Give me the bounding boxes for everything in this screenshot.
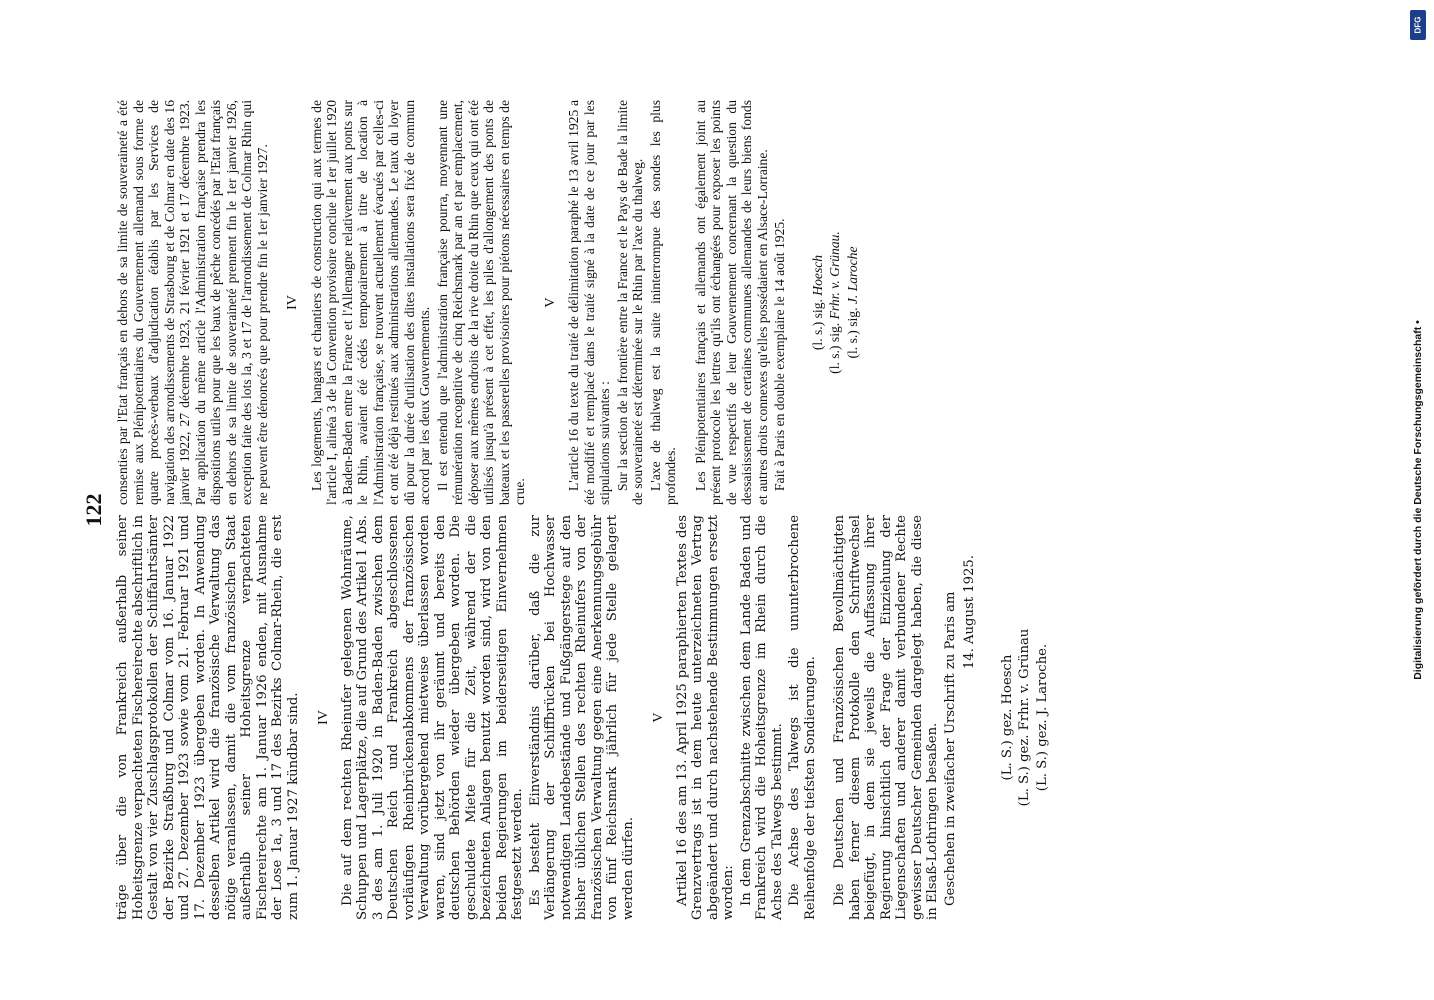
page-number: 122 <box>81 493 106 527</box>
french-section-iv-heading: IV <box>285 295 300 310</box>
german-section-v-paragraph-1: Artikel 16 des am 13. April 1925 paraphierten Textes des Grenzvertrags ist in dem heute unterzeichneten Vertrag abgeändert und durch nachstehende Bestimmungen ersetzt worden: <box>674 515 736 920</box>
french-signature: (l. s.) sig. Frhr. v. Grünau. <box>827 231 842 374</box>
german-place-of-signing: Geschehen in zweifacher Urschrift zu Paris am <box>942 591 958 906</box>
french-place-and-date: Fait à Paris en double exemplaire le 14 août 1925. <box>772 218 787 491</box>
rotated-page <box>75 75 1225 945</box>
german-section-iv-paragraph-2: Es besteht Einverständnis darüber, daß die zur Verlängerung der Schiffbrücken bei Hochwasser notwendigen Landebestände und Fußgängerstege auf den bisher üblichen Stellen des rechten Rheinufers von der französischen Verwaltung gegen eine Anerkennungsgebühr von fünf Reichsmark jährlich für jede Stelle gelagert werden dürfen. <box>527 515 636 920</box>
french-intro: consenties par l'Etat français en dehors de sa limite de souveraineté a été remise aux Plénipotentiaires du Gouvernement allemand sous forme de quatre procès-verbaux d'adjudication établis par les Services de navigation des arrondissements de Strasbourg et de Colmar en date des 16 janvier 1922, 27 décembre 1923, 21 février 1921 et 17 décembre 1923. Par application du même article l'Administration française prendra les dispositions utiles pour que les baux de pêche concédés par l'Etat français en dehors de sa limite de souveraineté prennent fin le 1er janvier 1926, exception faite des lots la, 3 et 17 de l'arrondissement de Colmar Rhin qui ne peuvent être dénoncés que pour prendre fin le 1er janvier 1927. <box>115 100 270 505</box>
german-section-v-heading: V <box>651 712 666 723</box>
french-signatures <box>810 100 861 505</box>
german-signature: (L. S.) gez. Frhr. v. Grünau <box>1017 628 1032 807</box>
german-section-v-paragraph-3: Die Achse des Talwegs ist die ununterbrochene Reihenfolge der tiefsten Sondierungen. <box>787 515 818 920</box>
german-section-v-paragraph-2: In dem Grenzabschnitte zwischen dem Lande Baden und Frankreich wird die Hoheitsgrenze im Rhein durch die Achse des Talwegs bestimmt. <box>738 515 785 920</box>
french-signature: (l. s.) sig. J. Laroche <box>844 246 860 359</box>
french-section-iv-paragraph-2: Il est entendu que l'administration française pourra, moyennant une rémunération recognitive de cinq Reichsmark par an et par emplacement, déposer aux mêmes endroits de la rive droite du Rhin que ceux qui ont été utilisés jusqu'à présent à cet effet, les piles d'allongement des ponts de bateaux et les passerelles provisoires pour piétons nécessaires en temps de crue. <box>434 100 527 505</box>
french-signature: (l. s.) sig. Hoesch <box>809 254 825 351</box>
german-closing-paragraph: Die Deutschen und Französischen Bevollmächtigten haben ferner diesem Protokolle den Schriftwechsel beigefügt, in dem sie jeweils die Auffassung ihrer Regierung hinsichtlich der Frage der Einziehung der Liegenschaften und anderer damit verbundener Rechte gewisser Deutscher Gemeinden dargelegt haben, die diese in Elsaß-Lothringen besaßen. <box>832 515 940 920</box>
french-section-v-paragraph-1: L'article 16 du texte du traité de délimitation paraphé le 13 avril 1925 a été modifié et remplacé dans le traité signé à la date de ce jour par les stipulations suivantes : <box>566 100 612 505</box>
french-section-iv-paragraph-1: Les logements, hangars et chantiers de construction qui aux termes de l'article I, alinéa 3 de la Convention provisoire conclue le 1er juillet 1920 à Baden-Baden entre la France et l'Allemagne relativement aux ponts sur le Rhin, avaient été cédés temporairement à titre de location à l'Administration française, se trouvent actuellement évacués par celles-ci et ont été déjà restitués aux administrations allemandes. Le taux du loyer dû pour la durée d'utilisation des dites installations sera fixé de commun accord par les deux Gouvernements. <box>308 100 432 505</box>
german-date: 14. August 1925. <box>962 555 977 670</box>
german-signatures <box>1000 515 1051 920</box>
digitization-credit-text: Digitalisierung gefördert durch die Deutsche Forschungsgemeinschaft • <box>1412 320 1424 680</box>
german-signature: (L. S.) gez. J. Laroche. <box>1034 643 1050 792</box>
german-section-iv-heading: IV <box>316 710 331 725</box>
dfg-logo: DFG <box>1410 10 1426 40</box>
french-column <box>115 100 862 505</box>
french-section-v-paragraph-2: Sur la section de la frontière entre la France et le Pays de Bade la limite de souveraineté est déterminée sur le Rhin par l'axe du thalweg. <box>614 100 645 505</box>
german-intro: träge über die von Frankreich außerhalb seiner Hoheitsgrenze verpachteten Fischereirechte abschriftlich in Gestalt von vier Zuschlagsprotokollen der Schiffahrtsämter der Bezirke Straßburg und Colmar vom 16. Januar 1922 und 27. Dezember 1923 sowie vom 21. Februar 1921 und 17. Dezember 1923 übergeben worden. In Anwendung desselben Artikel wird die französische Verwaltung das nötige veranlassen, damit die vom französischen Staat außerhalb seiner Hoheitsgrenze verpachteten Fischereirechte am 1. Januar 1926 enden, mit Ausnahme der Lose 1a, 3 und 17 des Bezirks Colmar-Rhein, die erst zum 1. Januar 1927 kündbar sind. <box>115 515 301 920</box>
digitization-credit <box>1408 6 1428 994</box>
german-section-iv-paragraph-1: Die auf dem rechten Rheinufer gelegenen Wohnräume, Schuppen und Lagerplätze, die auf Grund des Artikel 1 Abs. 3 des am 1. Juli 1920 in Baden-Baden zwischen dem Deutschen Reich und Frankreich abgeschlossenen vorläufigen Rheinbrückenabkommens der französischen Verwaltung vorübergehend mietweise überlassen worden waren, sind jetzt von ihr geräumt und bereits den deutschen Behörden wieder übergeben worden. Die geschuldete Miete für die Zeit, während der die bezeichneten Anlagen benutzt worden sind, wird von den beiden Regierungen im beiderseitigen Einvernehmen festgesetzt werden. <box>339 515 525 920</box>
french-closing-paragraph: Les Plénipotentiaires français et allemands ont également joint au présent protocole les lettres qu'ils ont échangées pour exposer les points de vue respectifs de leur Gouvernement concernant la question du dessaisissement de certaines communes allemandes de leurs biens fonds et autres droits connexes qu'elles possédaient en Alsace-Lorraine. <box>692 100 770 505</box>
french-section-v-heading: V <box>542 297 558 308</box>
french-section-v-paragraph-3: L'axe de thalweg est la suite ininterrompue des sondes les plus profondes. <box>647 100 678 505</box>
german-signature: (L. S.) gez. Hoesch <box>999 654 1015 781</box>
german-column <box>115 515 1052 920</box>
